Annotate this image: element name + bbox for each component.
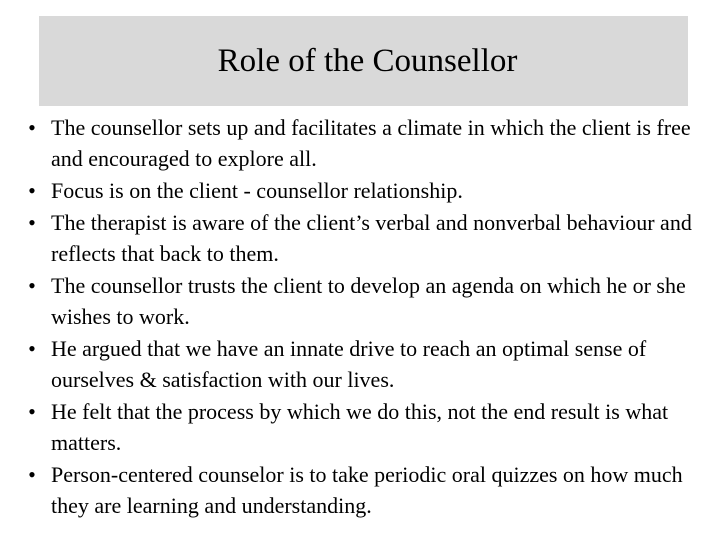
bullet-item	[24, 459, 696, 521]
bullet-point-icon: •	[28, 462, 36, 487]
bullet-item	[24, 396, 696, 458]
bullet-item	[24, 112, 696, 174]
title-banner	[39, 16, 688, 106]
bullet-text: He felt that the process by which we do this, not the end result is what matters.	[51, 399, 669, 455]
bullet-text: The counsellor sets up and facilitates a climate in which the client is free and encouraged to explore all.	[51, 115, 691, 171]
bullet-text: The therapist is aware of the client’s verbal and nonverbal behaviour and reflects that back to them.	[51, 210, 692, 266]
bullet-point-icon: •	[28, 399, 36, 424]
bullet-point-icon: •	[28, 336, 36, 361]
bullet-item	[24, 207, 696, 269]
bullet-item	[24, 270, 696, 332]
bullet-text: Person-centered counselor is to take periodic oral quizzes on how much they are learning and understanding.	[51, 462, 683, 518]
bullet-point-icon: •	[28, 210, 36, 235]
bullet-point-icon: •	[28, 178, 36, 203]
bullet-point-icon: •	[28, 115, 36, 140]
bullet-text: The counsellor trusts the client to develop an agenda on which he or she wishes to work.	[51, 273, 686, 329]
bullet-text: Focus is on the client - counsellor relationship.	[51, 178, 463, 203]
bullet-text: He argued that we have an innate drive to reach an optimal sense of ourselves & satisfaction with our lives.	[51, 336, 647, 392]
bullet-point-icon: •	[28, 273, 36, 298]
bullet-list	[24, 112, 696, 522]
slide-title: Role of the Counsellor	[217, 42, 518, 79]
bullet-item	[24, 333, 696, 395]
bullet-item	[24, 175, 696, 206]
